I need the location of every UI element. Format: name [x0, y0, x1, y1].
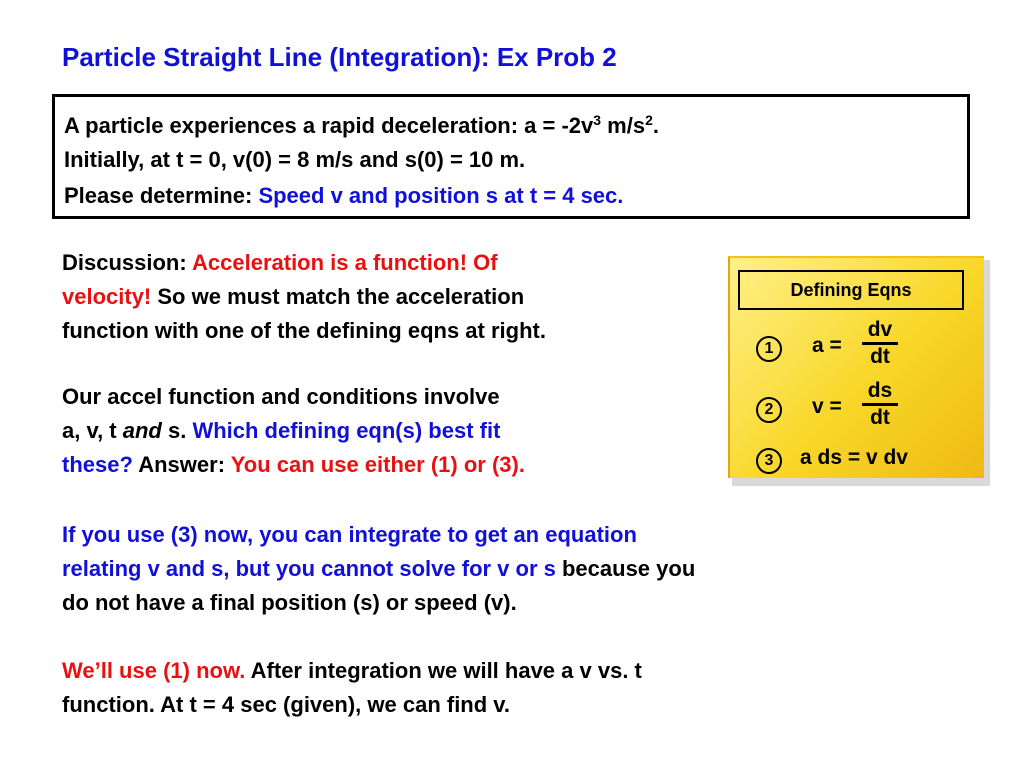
card-body — [728, 256, 984, 478]
determine-task: Speed v and position s at t = 4 sec. — [258, 183, 624, 208]
problem-line-3 — [64, 185, 623, 207]
accel-line-3 — [62, 448, 525, 482]
equation-1-denominator: dt — [870, 345, 890, 368]
discussion-text-2: So we must match the acceleration — [151, 284, 525, 309]
option3-black-text: because you — [555, 556, 696, 581]
accel-line-1: Our accel function and conditions involve — [62, 384, 500, 409]
determine-label: Please determine: — [64, 183, 259, 208]
discussion-highlight-2: velocity! — [62, 284, 152, 309]
option3-paragraph — [62, 518, 695, 620]
option3-line-3: do not have a final position (s) or speed (v). — [62, 590, 517, 615]
slide-title: Particle Straight Line (Integration): Ex Prob 2 — [62, 42, 617, 72]
equation-2-number: 2 — [756, 397, 782, 423]
accel-question: Which defining eqn(s) best fit — [192, 418, 501, 443]
equation-3-text: a ds = v dv — [800, 446, 908, 469]
discussion-paragraph — [62, 246, 546, 348]
problem-statement-box — [52, 94, 970, 219]
equation-2 — [730, 381, 986, 431]
option3-line-1: If you use (3) now, you can integrate to get an equation — [62, 522, 637, 547]
equation-2-fraction — [860, 379, 900, 430]
conclusion-highlight: We’ll use (1) now. — [62, 658, 246, 683]
equation-1-fraction — [860, 318, 900, 369]
accel-line-2 — [62, 414, 525, 448]
equation-2-lhs: v = — [812, 395, 842, 418]
accel-question-end: these? — [62, 452, 133, 477]
discussion-line-1 — [62, 246, 546, 280]
answer-label: Answer: — [132, 452, 231, 477]
equation-3-number: 3 — [756, 448, 782, 474]
units-text: m/s — [601, 113, 646, 138]
discussion-highlight-1: Acceleration is a function! Of — [192, 250, 498, 275]
conclusion-paragraph — [62, 654, 642, 722]
equation-1 — [730, 320, 986, 370]
accel-vars: a, v, t — [62, 418, 123, 443]
equation-3 — [730, 436, 986, 486]
accel-paragraph — [62, 380, 525, 482]
accel-and-italic: and — [122, 418, 162, 443]
period: . — [652, 113, 660, 138]
accel-s: s. — [161, 418, 193, 443]
discussion-label: Discussion: — [62, 250, 192, 275]
equation-2-numerator: ds — [867, 379, 893, 402]
option3-line-2 — [62, 552, 695, 586]
equation-2-denominator: dt — [870, 406, 890, 429]
defining-eqns-card — [728, 256, 990, 486]
defining-eqns-header: Defining Eqns — [738, 270, 964, 310]
conclusion-line-2: function. At t = 4 sec (given), we can find v. — [62, 692, 511, 717]
option3-blue-text: relating v and s, but you cannot solve for v or s — [62, 556, 556, 581]
velocity-exponent: 3 — [593, 112, 602, 128]
equation-1-lhs: a = — [812, 334, 842, 357]
equation-1-numerator: dv — [867, 318, 893, 341]
conclusion-line-1 — [62, 654, 642, 688]
conclusion-text: After integration we will have a v vs. t — [245, 658, 642, 683]
problem-initial-conditions: Initially, at t = 0, v(0) = 8 m/s and s(0) = 10 m. — [64, 147, 526, 172]
discussion-line-3: function with one of the defining eqns at right. — [62, 318, 546, 343]
equation-1-number: 1 — [756, 336, 782, 362]
answer-text: You can use either (1) or (3). — [230, 452, 525, 477]
problem-line-1 — [64, 113, 659, 137]
discussion-line-2 — [62, 280, 546, 314]
problem-accel-text: A particle experiences a rapid deceleration: a = -2v — [64, 113, 594, 138]
units-exponent: 2 — [645, 112, 653, 128]
